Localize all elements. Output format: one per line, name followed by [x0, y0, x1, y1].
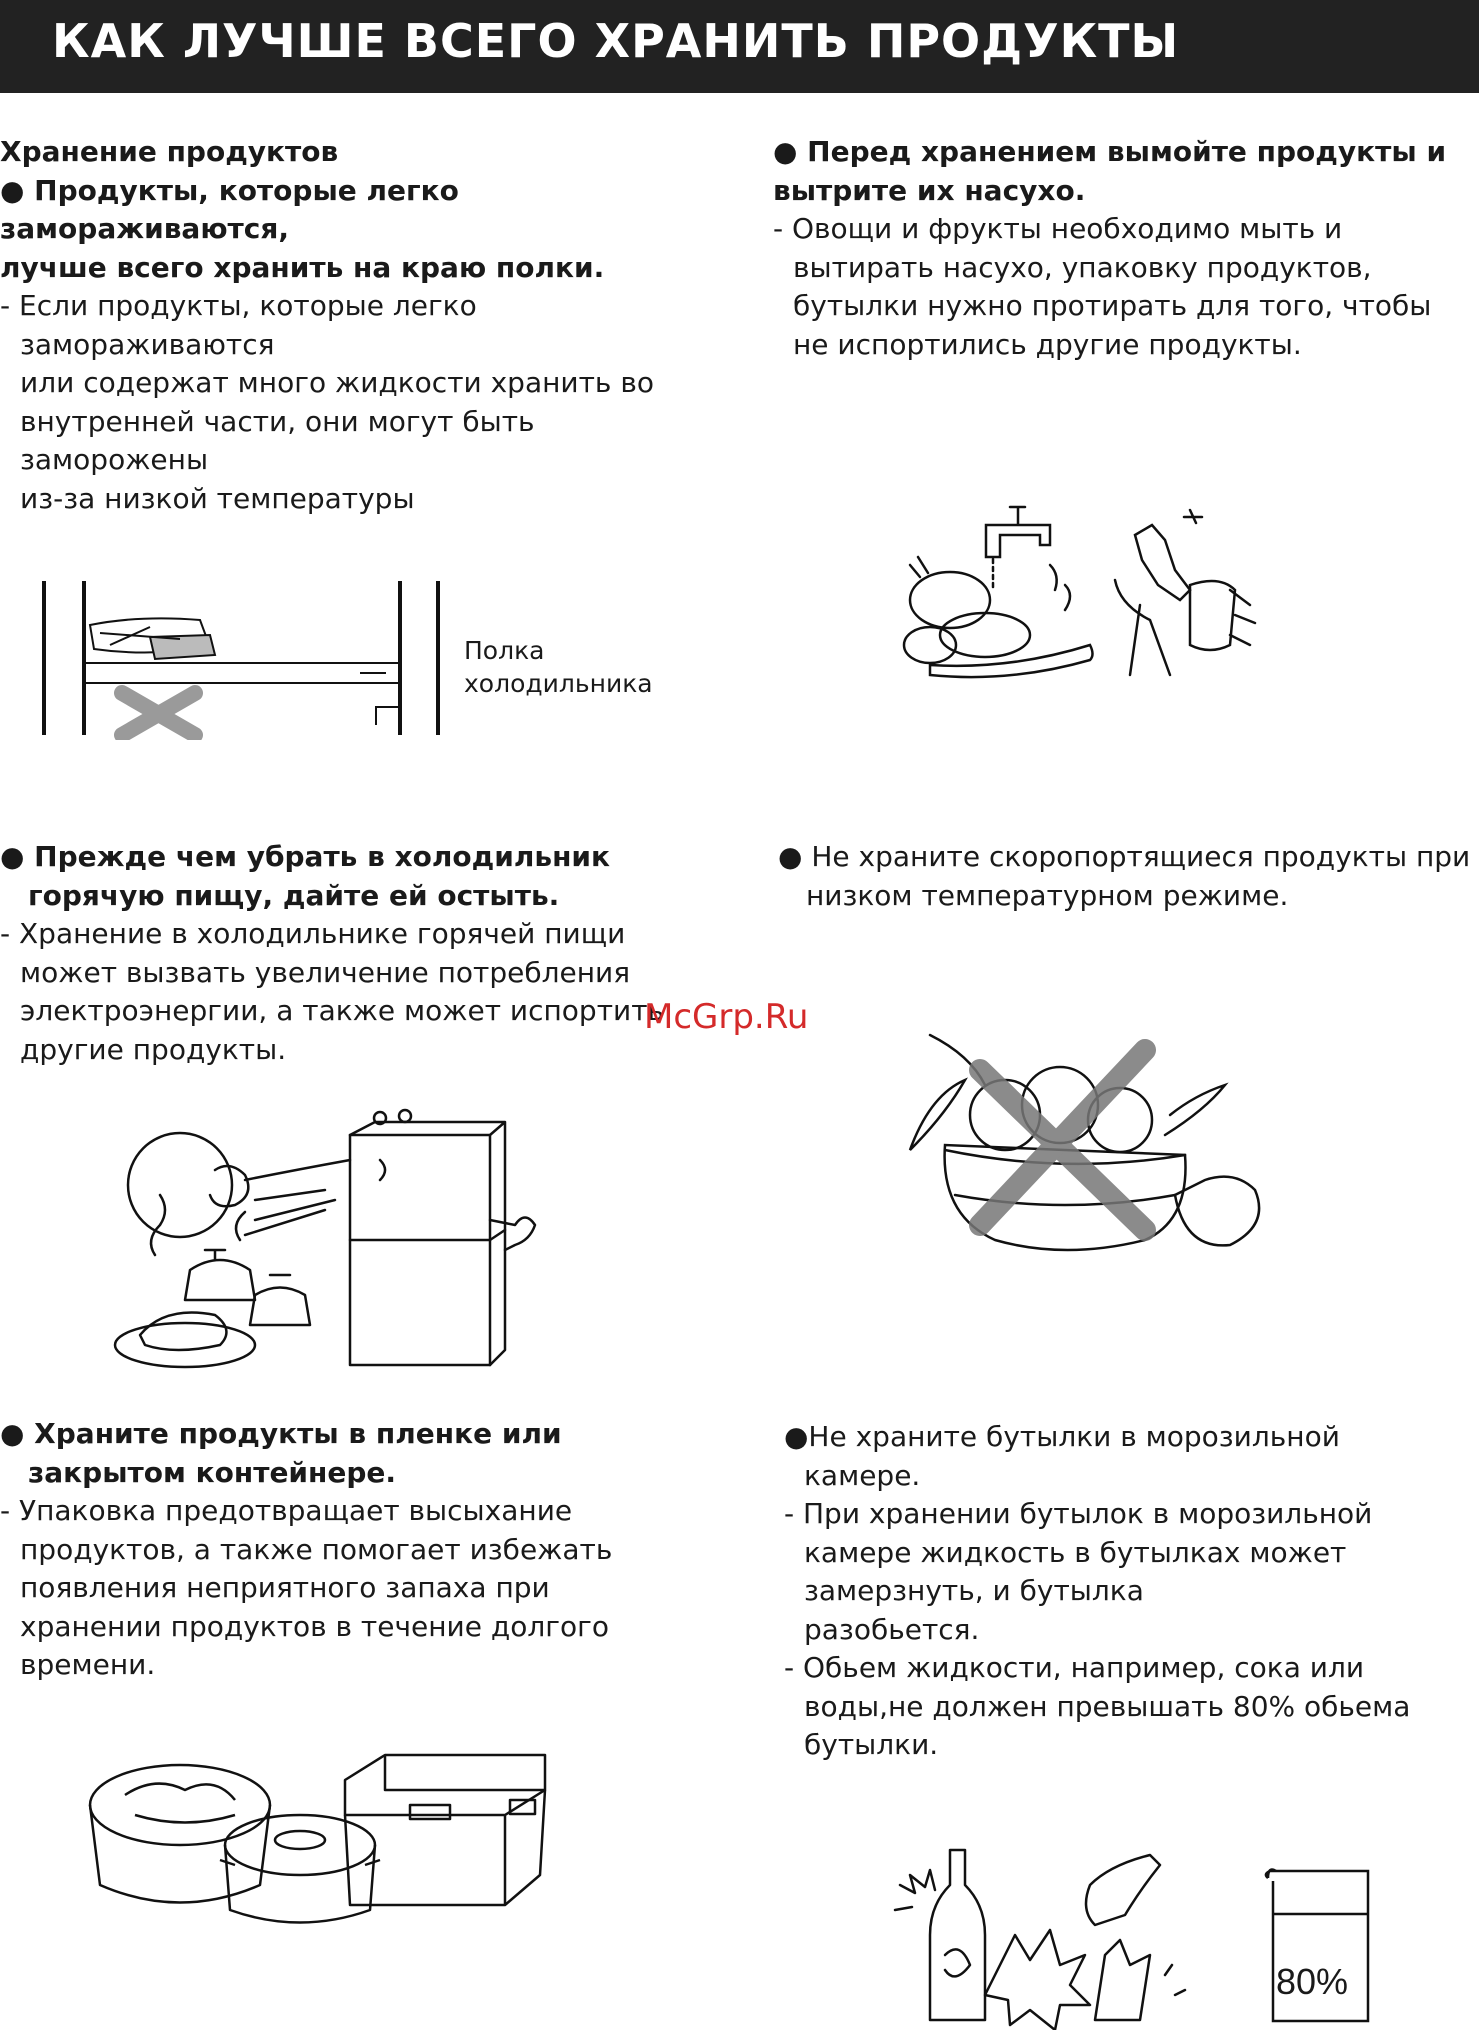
section-perishable-products: [778, 838, 1470, 915]
broken-bottles-illustration: [890, 1845, 1230, 2030]
body-line: воды,не должен превышать 80% обьема: [804, 1689, 1411, 1723]
bullet-line: низком температурном режиме.: [806, 878, 1289, 912]
bullet-line: горячую пищу, дайте ей остыть.: [28, 878, 560, 912]
body-line: из-за низкой температуры: [20, 481, 415, 515]
body-line: появления неприятного запаха при: [20, 1571, 550, 1604]
body-line: хранении продуктов в течение долгого: [20, 1609, 609, 1643]
shelf-label-line: Полка: [464, 636, 545, 665]
body-line: разобьется.: [804, 1612, 980, 1646]
shelf-label: [464, 634, 653, 700]
title-bar: [0, 0, 1479, 93]
bullet-line: ● Перед хранением вымойте продукты и: [773, 135, 1447, 168]
body-line: - Упаковка предотвращает высыхание: [0, 1494, 573, 1527]
bullet-line: ● Не храните скоропортящиеся продукты при: [778, 840, 1471, 873]
body-line: времени.: [20, 1648, 156, 1681]
section-heading: Хранение продуктов: [0, 135, 339, 168]
section-bottles-freezer: [784, 1418, 1410, 1765]
body-line: заморожены: [20, 443, 209, 476]
body-line: - Если продукты, которые легко: [0, 289, 477, 322]
bullet-line: лучше всего хранить на краю полки.: [0, 250, 605, 284]
bullet-line: ● Прежде чем убрать в холодильник: [0, 840, 611, 873]
body-line: вытирать насухо, упаковку продуктов,: [793, 250, 1372, 284]
shelf-illustration: [30, 575, 450, 740]
bullet-line: ● Продукты, которые легко: [0, 173, 459, 207]
body-line: - При хранении бутылок в морозильной: [784, 1497, 1373, 1530]
body-line: или содержат много жидкости хранить во: [20, 366, 654, 399]
section-freezable-storage: [0, 133, 654, 518]
body-line: - Обьем жидкости, например, сока или: [784, 1651, 1365, 1684]
bullet-line: камере.: [804, 1458, 921, 1492]
body-line: бутылки.: [804, 1728, 939, 1761]
body-line: замораживаются: [20, 327, 275, 361]
body-line: не испортились другие продукты.: [793, 327, 1302, 361]
shelf-label-line: холодильника: [464, 669, 653, 698]
body-line: - Овощи и фрукты необходимо мыть и: [773, 212, 1343, 245]
bullet-line: вытрите их насухо.: [773, 173, 1086, 207]
hot-food-illustration: [105, 1100, 555, 1385]
section-hot-food: [0, 838, 664, 1069]
section-wash-products: [773, 133, 1446, 364]
body-line: камере жидкость в бутылках может: [804, 1535, 1347, 1569]
body-line: может вызвать увеличение потребления: [20, 955, 631, 989]
washing-illustration: [890, 495, 1290, 685]
containers-illustration: [85, 1735, 565, 1935]
fill-level-label: 80%: [1276, 1961, 1349, 2002]
bullet-line: ● Храните продукты в пленке или: [0, 1417, 562, 1450]
body-line: другие продукты.: [20, 1032, 287, 1066]
bullet-line: закрытом контейнере.: [28, 1455, 397, 1489]
bullet-line: ●Не храните бутылки в морозильной: [784, 1420, 1340, 1453]
body-line: замерзнуть, и бутылка: [804, 1574, 1144, 1607]
bullet-line: замораживаются,: [0, 212, 289, 245]
watermark: McGrp.Ru: [644, 997, 809, 1037]
body-line: - Хранение в холодильнике горячей пищи: [0, 917, 626, 950]
page-title: КАК ЛУЧШЕ ВСЕГО ХРАНИТЬ ПРОДУКТЫ: [52, 14, 1180, 68]
body-line: бутылки нужно протирать для того, чтобы: [793, 289, 1432, 322]
body-line: электроэнергии, а также может испортить: [20, 994, 665, 1027]
body-line: внутренней части, они могут быть: [20, 404, 535, 438]
section-film-container: [0, 1415, 612, 1685]
body-line: продуктов, а также помогает избежать: [20, 1532, 613, 1566]
fruit-basket-illustration: [885, 1025, 1270, 1260]
